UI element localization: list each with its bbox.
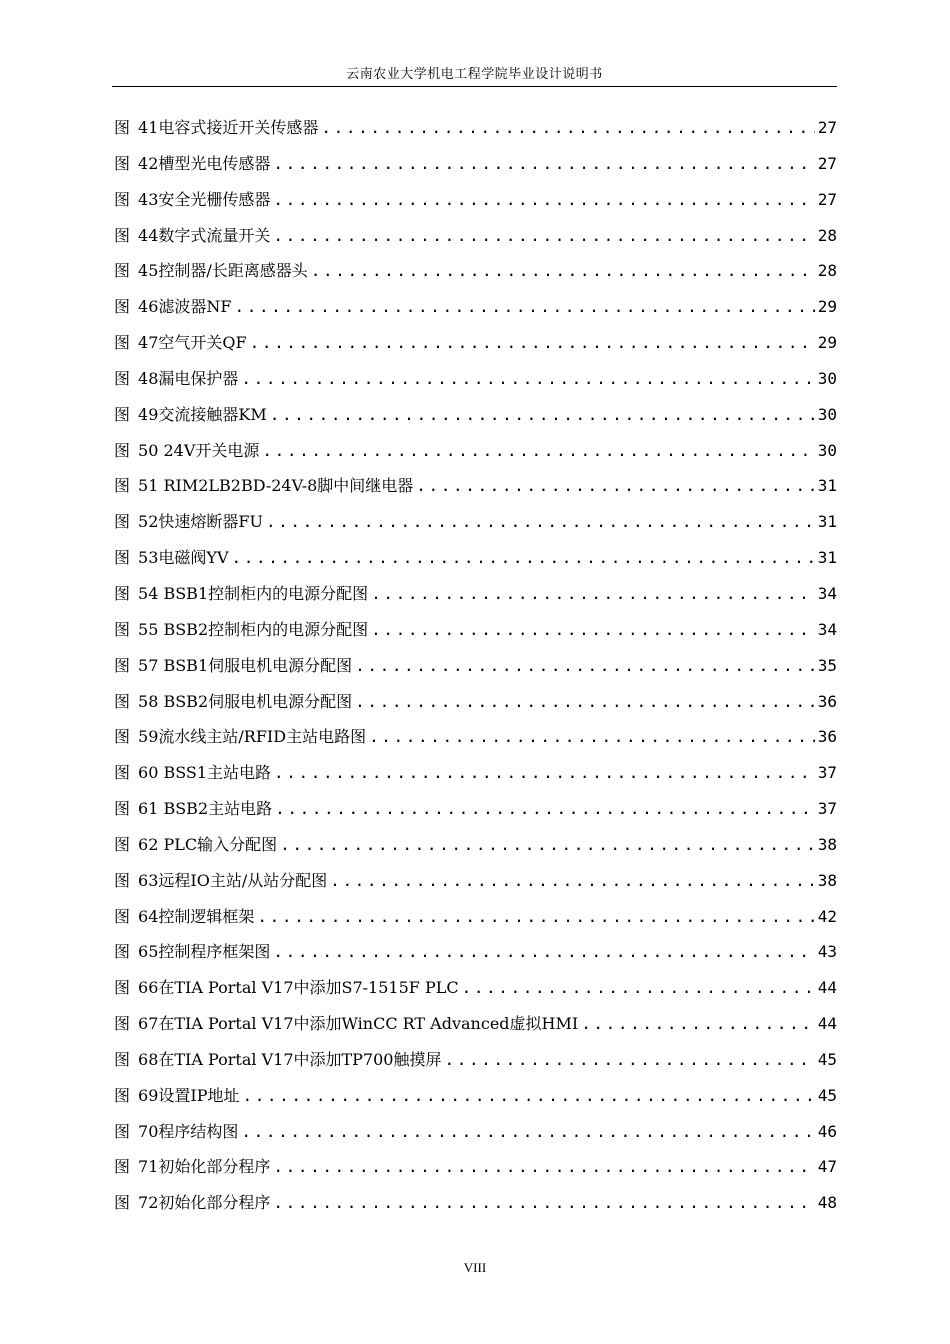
dot-leader <box>273 182 814 218</box>
entry-page: 36 <box>817 727 837 747</box>
entry-label: 48漏电保护器 <box>138 368 239 388</box>
toc-entry[interactable] <box>114 1006 837 1042</box>
entry-page: 27 <box>817 153 837 173</box>
figure-word: 图 <box>114 404 131 424</box>
entry-label: 60 BSS1主站电路 <box>138 763 272 783</box>
entry-label: 45控制器/长距离感器头 <box>138 261 308 281</box>
dot-leader <box>241 1114 814 1150</box>
entry-page: 29 <box>817 297 837 317</box>
entry-page: 30 <box>817 368 837 388</box>
dot-leader <box>330 863 815 899</box>
entry-page: 30 <box>817 440 837 460</box>
figure-list-of-contents <box>114 110 837 1221</box>
dot-leader <box>270 397 815 433</box>
entry-page: 46 <box>817 1121 837 1141</box>
toc-entry[interactable] <box>114 791 837 827</box>
dot-leader <box>462 970 815 1006</box>
dot-leader <box>273 1149 814 1185</box>
dot-leader <box>311 253 815 289</box>
toc-entry[interactable] <box>114 433 837 469</box>
entry-label: 43安全光栅传感器 <box>138 189 271 209</box>
dot-leader <box>266 504 815 540</box>
figure-word: 图 <box>114 727 131 747</box>
figure-word: 图 <box>114 440 131 460</box>
entry-page: 38 <box>817 834 837 854</box>
dot-leader <box>234 289 814 325</box>
entry-page: 44 <box>817 978 837 998</box>
entry-label: 66在TIA Portal V17中添加S7-1515F PLC <box>138 978 459 998</box>
page-header <box>112 64 837 87</box>
toc-entry[interactable] <box>114 253 837 289</box>
toc-entry[interactable] <box>114 827 837 863</box>
dot-leader <box>369 719 815 755</box>
figure-word: 图 <box>114 189 131 209</box>
entry-label: 61 BSB2主站电路 <box>138 799 273 819</box>
figure-word: 图 <box>114 978 131 998</box>
toc-entry[interactable] <box>114 504 837 540</box>
toc-entry[interactable] <box>114 110 837 146</box>
entry-label: 69设置IP地址 <box>138 1085 240 1105</box>
dot-leader <box>273 146 814 182</box>
dot-leader <box>371 612 815 648</box>
figure-word: 图 <box>114 225 131 245</box>
dot-leader <box>242 1078 814 1114</box>
dot-leader <box>232 540 815 576</box>
entry-label: 65控制程序框架图 <box>138 942 271 962</box>
entry-label: 67在TIA Portal V17中添加WinCC RT Advanced虚拟HMI <box>138 1014 579 1034</box>
entry-page: 27 <box>817 118 837 137</box>
dot-leader <box>355 648 815 684</box>
dot-leader <box>371 576 815 612</box>
figure-word: 图 <box>114 1193 131 1213</box>
toc-entry[interactable] <box>114 684 837 720</box>
entry-page: 28 <box>817 225 837 245</box>
figure-word: 图 <box>114 333 131 353</box>
toc-entry[interactable] <box>114 755 837 791</box>
entry-label: 44数字式流量开关 <box>138 225 271 245</box>
dot-leader <box>262 433 814 469</box>
entry-label: 62 PLC输入分配图 <box>138 834 278 854</box>
toc-entry[interactable] <box>114 1114 837 1150</box>
entry-label: 57 BSB1伺服电机电源分配图 <box>138 655 353 675</box>
entry-page: 37 <box>817 799 837 819</box>
dot-leader <box>280 827 815 863</box>
entry-page: 29 <box>817 333 837 353</box>
toc-entry[interactable] <box>114 719 837 755</box>
entry-page: 31 <box>817 512 837 532</box>
toc-entry[interactable] <box>114 576 837 612</box>
entry-label: 58 BSB2伺服电机电源分配图 <box>138 691 353 711</box>
figure-word: 图 <box>114 512 131 532</box>
figure-word: 图 <box>114 942 131 962</box>
entry-label: 49交流接触器KM <box>138 404 267 424</box>
entry-label: 46滤波器NF <box>138 297 232 317</box>
figure-word: 图 <box>114 153 131 173</box>
entry-label: 50 24V开关电源 <box>138 440 260 460</box>
entry-label: 72初始化部分程序 <box>138 1193 271 1213</box>
toc-entry[interactable] <box>114 325 837 361</box>
entry-label: 41电容式接近开关传感器 <box>138 118 319 137</box>
figure-word: 图 <box>114 261 131 281</box>
entry-page: 36 <box>817 691 837 711</box>
figure-word: 图 <box>114 1157 131 1177</box>
toc-entry[interactable] <box>114 182 837 218</box>
entry-label: 71初始化部分程序 <box>138 1157 271 1177</box>
figure-word: 图 <box>114 1121 131 1141</box>
toc-entry[interactable] <box>114 863 837 899</box>
entry-label: 47空气开关QF <box>138 333 247 353</box>
entry-label: 55 BSB2控制柜内的电源分配图 <box>138 619 369 639</box>
dot-leader <box>581 1006 815 1042</box>
figure-word: 图 <box>114 297 131 317</box>
figure-word: 图 <box>114 834 131 854</box>
dot-leader <box>416 468 814 504</box>
entry-page: 48 <box>817 1193 837 1213</box>
entry-page: 30 <box>817 404 837 424</box>
toc-entry[interactable] <box>114 1042 837 1078</box>
entry-label: 68在TIA Portal V17中添加TP700触摸屏 <box>138 1049 442 1069</box>
toc-entry[interactable] <box>114 1149 837 1185</box>
figure-word: 图 <box>114 906 131 926</box>
toc-entry[interactable] <box>114 289 837 325</box>
entry-page: 35 <box>817 655 837 675</box>
entry-page: 44 <box>817 1014 837 1034</box>
entry-label: 42槽型光电传感器 <box>138 153 271 173</box>
entry-page: 31 <box>817 476 837 496</box>
toc-entry[interactable] <box>114 361 837 397</box>
header-title: 云南农业大学机电工程学院毕业设计说明书 <box>346 67 603 82</box>
entry-page: 27 <box>817 189 837 209</box>
toc-entry[interactable] <box>114 1185 837 1221</box>
entry-label: 63远程IO主站/从站分配图 <box>138 870 328 890</box>
entry-page: 34 <box>817 619 837 639</box>
entry-page: 38 <box>817 870 837 890</box>
figure-word: 图 <box>114 1014 131 1034</box>
toc-entry[interactable] <box>114 397 837 433</box>
toc-entry[interactable] <box>114 970 837 1006</box>
dot-leader <box>273 218 814 254</box>
toc-entry[interactable] <box>114 648 837 684</box>
entry-page: 45 <box>817 1085 837 1105</box>
entry-page: 45 <box>817 1049 837 1069</box>
figure-word: 图 <box>114 548 131 568</box>
entry-page: 37 <box>817 763 837 783</box>
figure-word: 图 <box>114 691 131 711</box>
dot-leader <box>241 361 814 397</box>
figure-word: 图 <box>114 118 131 137</box>
figure-word: 图 <box>114 870 131 890</box>
dot-leader <box>275 791 815 827</box>
page-number: VIII <box>463 1260 487 1275</box>
figure-word: 图 <box>114 368 131 388</box>
entry-page: 31 <box>817 548 837 568</box>
figure-word: 图 <box>114 619 131 639</box>
entry-label: 64控制逻辑框架 <box>138 906 255 926</box>
figure-word: 图 <box>114 1049 131 1069</box>
toc-entry[interactable] <box>114 146 837 182</box>
figure-word: 图 <box>114 763 131 783</box>
toc-entry[interactable] <box>114 612 837 648</box>
toc-entry[interactable] <box>114 1078 837 1114</box>
toc-entry[interactable] <box>114 540 837 576</box>
entry-label: 59流水线主站/RFID主站电路图 <box>138 727 367 747</box>
entry-label: 51 RIM2LB2BD-24V-8脚中间继电器 <box>138 476 414 496</box>
dot-leader <box>257 899 814 935</box>
dot-leader <box>321 110 814 146</box>
toc-entry[interactable] <box>114 899 837 935</box>
dot-leader <box>274 755 815 791</box>
dot-leader <box>250 325 815 361</box>
entry-label: 52快速熔断器FU <box>138 512 263 532</box>
dot-leader <box>273 1185 814 1221</box>
toc-entry[interactable] <box>114 218 837 254</box>
entry-page: 43 <box>817 942 837 962</box>
entry-page: 42 <box>817 906 837 926</box>
figure-word: 图 <box>114 583 131 603</box>
figure-word: 图 <box>114 655 131 675</box>
dot-leader <box>273 934 814 970</box>
entry-page: 34 <box>817 583 837 603</box>
dot-leader <box>444 1042 814 1078</box>
entry-label: 54 BSB1控制柜内的电源分配图 <box>138 583 369 603</box>
figure-word: 图 <box>114 476 131 496</box>
entry-page: 47 <box>817 1157 837 1177</box>
toc-entry[interactable] <box>114 468 837 504</box>
toc-entry[interactable] <box>114 934 837 970</box>
figure-word: 图 <box>114 1085 131 1105</box>
entry-label: 70程序结构图 <box>138 1121 239 1141</box>
dot-leader <box>355 684 815 720</box>
figure-word: 图 <box>114 799 131 819</box>
entry-page: 28 <box>817 261 837 281</box>
entry-label: 53电磁阀YV <box>138 548 229 568</box>
